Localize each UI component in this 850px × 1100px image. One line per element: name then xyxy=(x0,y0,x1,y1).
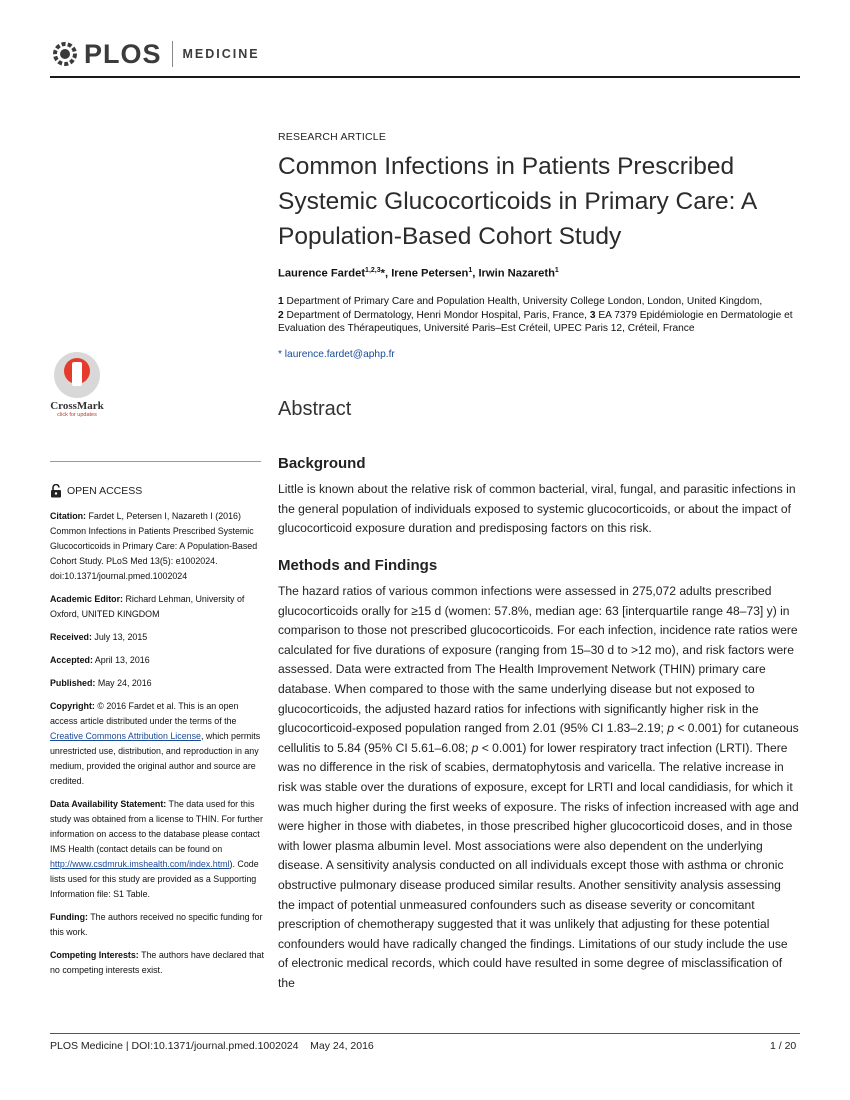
accepted-block xyxy=(50,653,264,668)
crossmark-label: CrossMark xyxy=(50,400,104,412)
journal-name: MEDICINE xyxy=(182,47,260,61)
citation-block xyxy=(50,509,264,584)
footer-rule xyxy=(50,1033,800,1034)
methods-findings-heading: Methods and Findings xyxy=(278,557,438,574)
author-list xyxy=(278,267,559,280)
affiliation-text: Department of Primary Care and Population Health, University College London, London, United Kingdom, xyxy=(286,296,763,307)
funding-text: The authors received no specific funding for this work. xyxy=(50,912,263,937)
author-separator: , xyxy=(384,267,392,280)
author-affiliation-sup: 1 xyxy=(554,267,559,274)
data-source-link[interactable]: http://www.csdmruk.imshealth.com/index.html xyxy=(50,859,230,869)
copyright-block xyxy=(50,699,264,789)
methods-text-part: The hazard ratios of various common infections were assessed in 275,072 adults prescribed glucocorticoids orally for ≥15 d (women: 57.8%, median age: 63 [interquartile range 48–73] y) in comparison to those not prescribed glucocorticoids. For each infection, incidence rate ratios were calculated for five durations of exposure (ranging from 15–30 d to >12 mo), and risk factors were assessed. Data were extracted from The Health Improvement Network (THIN) primary care database. When compared to those with the same underlying disease but not exposed to glucocorticoids, the adjusted hazard ratios for infections with significantly higher risk in the glucocorticoid-exposed population ranged from 2.01 (95% CI 1.83–2.19; xyxy=(278,584,798,736)
data-availability-text: The data used for this study was obtained from a license to THIN. For further information on access to the database please contact IMS Health (contact details can be found on xyxy=(50,799,263,854)
author-name: Irene Petersen xyxy=(391,267,469,280)
p-value-symbol: p xyxy=(471,740,479,755)
accepted-date: April 13, 2016 xyxy=(92,655,150,665)
affiliation-number: 1 xyxy=(278,296,284,307)
funding-label: Funding: xyxy=(50,912,88,922)
brand-name: PLOS xyxy=(84,38,162,69)
published-block xyxy=(50,676,264,691)
affiliation-text: Department of Dermatology, Henri Mondor Hospital, Paris, France, xyxy=(286,309,587,321)
author-separator: , xyxy=(472,267,479,280)
open-access-label: OPEN ACCESS xyxy=(67,485,143,497)
article-type: RESEARCH ARTICLE xyxy=(278,131,387,143)
plos-medicine-logo xyxy=(50,37,260,71)
header-rule xyxy=(50,76,800,78)
sidebar-rule xyxy=(50,461,261,462)
author-affiliation-sup: 1 xyxy=(468,267,473,274)
received-date: July 13, 2015 xyxy=(91,632,148,642)
methods-text-part: < 0.001) for cutaneous cellulitis to 5.84 (95% CI 5.61–6.08; xyxy=(278,721,799,755)
editor-label: Academic Editor: xyxy=(50,594,123,604)
crossmark-sub: click for updates xyxy=(57,412,97,418)
published-date: May 24, 2016 xyxy=(95,678,152,688)
corresponding-email[interactable]: * laurence.fardet@aphp.fr xyxy=(278,349,395,360)
crossmark-icon xyxy=(54,352,100,398)
editor-text: Richard Lehman, University of Oxford, UNITED KINGDOM xyxy=(50,594,245,619)
p-value-symbol: p xyxy=(667,721,675,736)
background-heading: Background xyxy=(278,455,366,472)
affiliation-number: 3 xyxy=(589,309,596,321)
received-block xyxy=(50,630,264,645)
data-availability-label: Data Availability Statement: xyxy=(50,799,167,809)
methods-text-part: < 0.001) for lower respiratory tract infection (LRTI). There was no difference in the risk of scabies, dermatophytosis and varicella. The relative increase in risk was stable over the durations of exposure, except for LRTI and local candidiasis, for which it was much higher during the first weeks of exposure. The risks of infection increased with age and were higher in those with diabetes, in those prescribed higher glucocorticoid doses, and in those with lower plasma albumin level. Most associations were also dependent on the underlying disease. A sensitivity analysis conducted on all individuals except those with asthma or chronic obstructive pulmonary disease produced similar results. Another sensitivity analysis assessing the impact of potential unmeasured confounders such as disease severity or concomitant prescription of chemotherapy suggested that it was unlikely that adjusting for these potential confounders would have radically changed the findings. Limitations of our study include the use of electronic medical records, which could have resulted in some degree of misclassification of the xyxy=(278,740,799,990)
copyright-text: © 2016 Fardet et al. This is an open access article distributed under the terms of the xyxy=(50,701,239,726)
open-lock-icon xyxy=(50,484,62,498)
editor-block xyxy=(50,592,264,622)
competing-interests-text: The authors have declared that no competing interests exist. xyxy=(50,950,264,975)
author-name: Irwin Nazareth xyxy=(478,267,555,280)
author-name: Laurence Fardet xyxy=(278,267,366,280)
citation-label: Citation: xyxy=(50,511,86,521)
data-availability-text: ). Code lists used for this study are provided as a Supporting Information file: S1 Table. xyxy=(50,859,259,899)
footer-citation: PLOS Medicine | DOI:10.1371/journal.pmed.1002024 May 24, 2016 xyxy=(50,1040,374,1052)
copyright-label: Copyright: xyxy=(50,701,95,711)
affiliation-number: 2 xyxy=(278,309,284,321)
open-access-badge xyxy=(50,484,142,498)
accepted-label: Accepted: xyxy=(50,655,93,665)
crossmark-badge[interactable] xyxy=(48,352,106,418)
abstract-heading: Abstract xyxy=(278,398,352,420)
article-title: Common Infections in Patients Prescribed Systemic Glucocorticoids in Primary Care: A Population-Based Cohort Study xyxy=(278,153,756,250)
background-text: Little is known about the relative risk of common bacterial, viral, fungal, and parasitic infections in the general population of individuals exposed to systemic glucocorticoids, or about the impact of glucocorticoid exposure duration and predisposing factors on this risk. xyxy=(278,482,796,536)
received-label: Received: xyxy=(50,632,92,642)
affiliation-text: EA 7379 Epidémiologie en Dermatologie et Evaluation des Thérapeutiques, Université Paris–Est Créteil, UPEC Paris 12, Créteil, France xyxy=(278,309,793,334)
competing-interests-label: Competing Interests: xyxy=(50,950,139,960)
published-label: Published: xyxy=(50,678,96,688)
methods-findings-text xyxy=(278,582,799,993)
data-availability-block xyxy=(50,797,264,902)
citation-text: Fardet L, Petersen I, Nazareth I (2016) Common Infections in Patients Prescribed Systemic Glucocorticoids in Primary Care: A Population-Based Cohort Study. PLoS Med 13(5): e1002024. doi:10.1371/journal.pmed.1002024 xyxy=(50,511,258,581)
copyright-text: , which permits unrestricted use, distribution, and reproduction in any medium, provided the original author and source are credited. xyxy=(50,731,261,786)
logo-divider xyxy=(172,41,173,67)
license-link[interactable]: Creative Commons Attribution License xyxy=(50,731,201,741)
author-affiliation-sup: 1,2,3 xyxy=(365,267,381,274)
corresponding-mark: * xyxy=(380,267,385,280)
affiliations xyxy=(278,295,808,336)
competing-interests-block xyxy=(50,948,264,978)
funding-block xyxy=(50,910,264,940)
plos-logo-icon xyxy=(50,39,80,69)
article-info-sidebar xyxy=(50,509,264,986)
page-number: 1 / 20 xyxy=(770,1040,797,1052)
